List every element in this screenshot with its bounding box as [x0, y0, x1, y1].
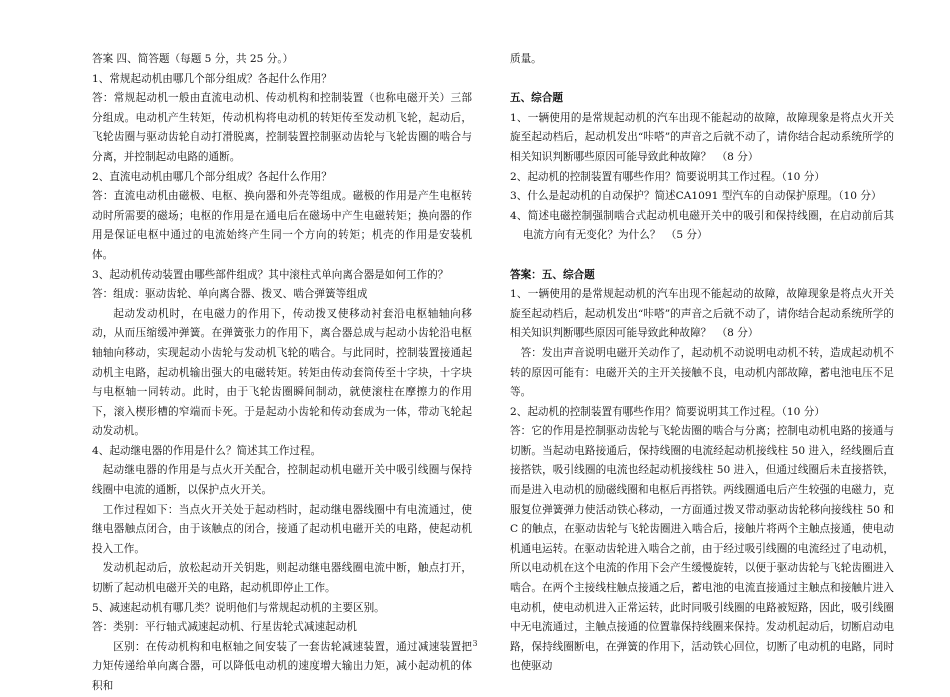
comp-question-3: 3、什么是起动机的自动保护？简述CA1091 型汽车的自动保护原理。（10 分） [510, 190, 882, 203]
answer-4-role: 起动继电器的作用是与点火开关配合，控制起动机电磁开关中吸引线圈与保持线圈中电流的通断，以保护点火开关。 [92, 464, 472, 497]
comp-answer-question-2: 2、起动机的控制装置有哪些作用？简要说明其工作过程。（10 分） [510, 405, 825, 418]
page-number: 3 [472, 639, 478, 648]
question-5: 5、减速起动机有哪几类？说明他们与常规起动机的主要区别。 [92, 601, 385, 614]
section-heading-answers-4: 答案 四、简答题（每题 5 分，共 25 分。） [92, 53, 294, 65]
comp-answer-1: 答：发出声音说明电磁开关动作了，起动机不动说明电动机不转，造成起动机不转的原因可能有：电磁开关的主开关接触不良，电动机内部故障，蓄电池电压不足等。 [510, 346, 894, 399]
answer-5-difference: 区别：在传动机构和电枢轴之间安装了一套齿轮减速装置，通过减速装置把力矩传递给单向离合器，可以降低电动机的速度增大输出力矩，减小起动机的体积和 [92, 640, 472, 692]
answer-2: 答：直流电动机由磁极、电枢、换向器和外壳等组成。磁极的作用是产生电枢转动时所需要的磁场；电枢的作用是在通电后在磁场中产生电磁转矩；换向器的作用是保证电枢中通过的电流始终产生同一个方向的转矩；机壳的作用是安装机体。 [92, 190, 472, 261]
answer-3-components: 答：组成：驱动齿轮、单向离合器、拨叉、啮合弹簧等组成 [92, 288, 368, 301]
comp-question-4: 4、简述电磁控制强制啮合式起动机电磁开关中的吸引和保持线圈，在启动前后其电流方向有无变化？为什么？ （5 分） [510, 209, 894, 242]
comp-answer-question-1: 1、一辆使用的是常规起动机的汽车出现不能起动的故障，故障现象是将点火开关旋至起动档后，起动机发出“咔嗒”的声音之后就不动了，请你结合起动系统所学的相关知识判断哪些原因可能导致此种故障？ （8 分） [510, 288, 894, 340]
question-4: 4、起动继电器的作用是什么？简述其工作过程。 [92, 444, 322, 457]
comp-question-2: 2、起动机的控制装置有哪些作用？简要说明其工作过程。（10 分） [510, 170, 825, 183]
section-heading-5: 五、综合题 [510, 92, 563, 105]
continued-text: 质量。 [510, 53, 542, 65]
question-3: 3、起动机传动装置由哪些部件组成？其中滚柱式单向离合器是如何工作的？ [92, 268, 449, 281]
answer-1: 答：常规起动机一般由直流电动机、传动机构和控制装置（也称电磁开关）三部分组成。电动机产生转矩，传动机构将电动机的转矩传至发动机飞轮，起动后，飞轮齿圈与驱动齿轮自动打滑脱离，控制装置控制驱动齿轮与飞轮齿圈的啮合与分离，并控制起动电路的通断。 [92, 92, 472, 163]
question-1: 1、常规起动机由哪几个部分组成？各起什么作用？ [92, 72, 332, 85]
left-column [92, 50, 472, 697]
answer-5-types: 答：类别：平行轴式减速起动机、行星齿轮式减速起动机 [92, 621, 357, 634]
answer-3-process: 起动发动机时，在电磁力的作用下，传动拨叉使移动衬套沿电枢轴轴向移动，从而压缩缓冲弹簧。在弹簧张力的作用下，离合器总成与起动小齿轮沿电枢轴轴向移动，实现起动小齿轮与发动机飞轮的啮合。与此同时，控制装置接通起动机主电路，起动机输出强大的电磁转矩。转矩由传动套筒传至十字块，十字块与电枢轴一同转动。此时，由于飞轮齿圈瞬间制动，就使滚柱在摩擦力的作用下，滚入楔形槽的窄端而卡死。于是起动小齿轮和传动套成为一体，带动飞轮起动发动机。 [92, 307, 472, 438]
answer-4-after-start: 发动机起动后，放松起动开关钥匙，则起动继电器线圈电流中断，触点打开，切断了起动机电磁开关的电路，起动机即停止工作。 [92, 562, 472, 595]
comp-question-1: 1、一辆使用的是常规起动机的汽车出现不能起动的故障，故障现象是将点火开关旋至起动档后，起动机发出“咔嗒”的声音之后就不动了，请你结合起动系统所学的相关知识判断哪些原因可能导致此种故障？ （8 分） [510, 111, 894, 163]
section-heading-answers-5: 答案：五、综合题 [510, 268, 595, 281]
comp-answer-2: 答：它的作用是控制驱动齿轮与飞轮齿圈的啮合与分离；控制电动机电路的接通与切断。当起动电路接通后，保持线圈的电流经起动机接线柱 50 进入，经线圈后直接搭铁，吸引线圈的电流也经起动机接线柱 50 进入，但通过线圈后未直接搭铁，而是进入电动机的励磁线圈和电枢后再搭铁。两线圈通电后产生较强的电磁力，克服复位弹簧弹力使活动铁心移动，一方面通过拨叉带动驱动齿轮移向接线柱 50 和 C 的触点，在驱动齿轮与飞轮齿圈进入啮合后，接触片将两个主触点接通，使电动机通电运转。在驱动齿轮进入啮合之前，由于经过吸引线圈的电流经过了电动机，所以电动机在这个电流的作用下会产生缓慢旋转，以便于驱动齿轮与飞轮齿圈进入啮合。在两个主接线柱触点接通之后，蓄电池的电流直接通过主触点和接触片进入电动机，使电动机进入正常运转，此时同吸引线圈的电路被短路，因此，吸引线圈中无电流通过，主触点接通的位置靠保持线圈来保持。发动机起动后，切断启动电路，保持线圈断电，在弹簧的作用下，活动铁心回位，切断了电动机的电路，同时也使驱动 [510, 425, 894, 673]
answer-4-process: 工作过程如下：当点火开关处于起动档时，起动继电器线圈中有电流通过，使继电器触点闭合，由于该触点的闭合，接通了起动机电磁开关的电路，使起动机投入工作。 [92, 503, 472, 555]
question-2: 2、直流电动机由哪几个部分组成？各起什么作用？ [92, 170, 332, 183]
right-column [510, 50, 894, 677]
